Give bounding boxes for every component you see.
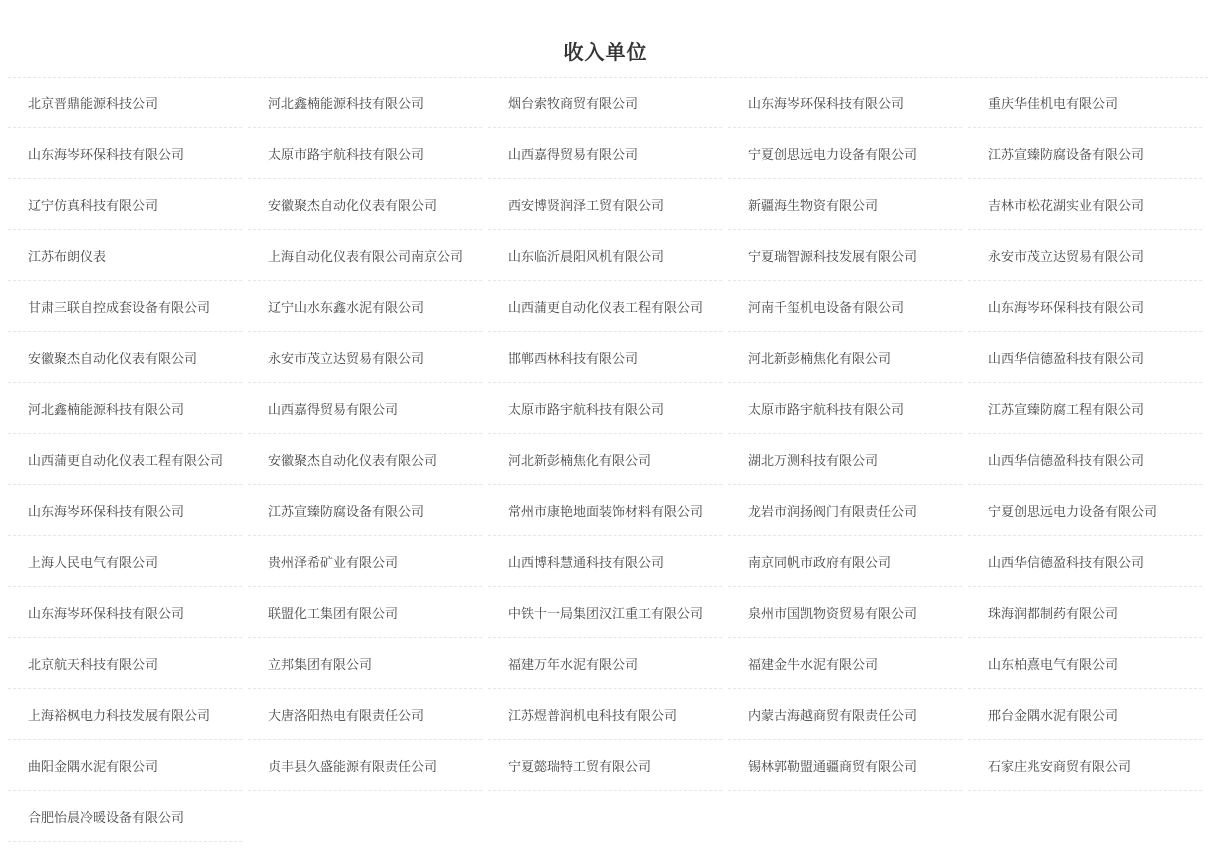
unit-link[interactable]: 江苏宣臻防腐工程有限公司 [968, 383, 1208, 434]
unit-link[interactable]: 联盟化工集团有限公司 [248, 587, 488, 638]
unit-link[interactable]: 山西嘉得贸易有限公司 [248, 383, 488, 434]
unit-link[interactable]: 山西华信德盈科技有限公司 [968, 332, 1208, 383]
unit-link[interactable]: 江苏煜普润机电科技有限公司 [488, 689, 728, 740]
unit-link[interactable]: 福建金牛水泥有限公司 [728, 638, 968, 689]
unit-link[interactable]: 太原市路宇航科技有限公司 [728, 383, 968, 434]
unit-link[interactable]: 泉州市国凯物资贸易有限公司 [728, 587, 968, 638]
unit-link[interactable]: 宁夏懿瑞特工贸有限公司 [488, 740, 728, 791]
unit-link[interactable]: 山西蒲更自动化仪表工程有限公司 [8, 434, 248, 485]
unit-link[interactable]: 江苏宣臻防腐设备有限公司 [248, 485, 488, 536]
units-grid [8, 77, 1208, 842]
unit-link[interactable]: 山西博科慧通科技有限公司 [488, 536, 728, 587]
unit-link[interactable]: 重庆华佳机电有限公司 [968, 77, 1208, 128]
unit-link[interactable]: 新疆海生物资有限公司 [728, 179, 968, 230]
unit-link[interactable]: 大唐洛阳热电有限责任公司 [248, 689, 488, 740]
unit-link[interactable]: 太原市路宇航科技有限公司 [488, 383, 728, 434]
unit-link[interactable]: 合肥怡晨冷暖设备有限公司 [8, 791, 248, 842]
unit-link[interactable]: 龙岩市润扬阀门有限责任公司 [728, 485, 968, 536]
unit-link[interactable]: 山东临沂晨阳风机有限公司 [488, 230, 728, 281]
unit-link[interactable]: 珠海润都制药有限公司 [968, 587, 1208, 638]
unit-link[interactable]: 贞丰县久盛能源有限责任公司 [248, 740, 488, 791]
unit-link[interactable]: 上海人民电气有限公司 [8, 536, 248, 587]
unit-link[interactable]: 中铁十一局集团汉江重工有限公司 [488, 587, 728, 638]
unit-link[interactable]: 山西蒲更自动化仪表工程有限公司 [488, 281, 728, 332]
unit-link[interactable]: 永安市茂立达贸易有限公司 [248, 332, 488, 383]
page-title: 收入单位 [563, 42, 648, 64]
unit-link[interactable]: 锡林郭勒盟通疆商贸有限公司 [728, 740, 968, 791]
unit-link[interactable]: 辽宁仿真科技有限公司 [8, 179, 248, 230]
unit-link[interactable]: 立邦集团有限公司 [248, 638, 488, 689]
unit-link[interactable]: 河北鑫楠能源科技有限公司 [8, 383, 248, 434]
unit-link[interactable]: 山东海岑环保科技有限公司 [728, 77, 968, 128]
unit-link[interactable]: 山西华信德盈科技有限公司 [968, 536, 1208, 587]
unit-link[interactable]: 贵州泽希矿业有限公司 [248, 536, 488, 587]
unit-link[interactable]: 内蒙古海越商贸有限责任公司 [728, 689, 968, 740]
unit-link[interactable]: 吉林市松花湖实业有限公司 [968, 179, 1208, 230]
unit-link[interactable]: 太原市路宇航科技有限公司 [248, 128, 488, 179]
unit-link[interactable]: 上海自动化仪表有限公司南京公司 [248, 230, 488, 281]
unit-link[interactable]: 曲阳金隅水泥有限公司 [8, 740, 248, 791]
unit-link[interactable]: 上海裕枫电力科技发展有限公司 [8, 689, 248, 740]
unit-link[interactable]: 河北新彭楠焦化有限公司 [488, 434, 728, 485]
unit-link[interactable]: 常州市康艳地面装饰材料有限公司 [488, 485, 728, 536]
unit-link[interactable]: 永安市茂立达贸易有限公司 [968, 230, 1208, 281]
unit-link[interactable]: 安徽聚杰自动化仪表有限公司 [248, 434, 488, 485]
unit-link[interactable]: 山西嘉得贸易有限公司 [488, 128, 728, 179]
unit-link[interactable]: 烟台索牧商贸有限公司 [488, 77, 728, 128]
unit-link[interactable]: 河南千玺机电设备有限公司 [728, 281, 968, 332]
unit-link[interactable]: 北京晋鼎能源科技公司 [8, 77, 248, 128]
unit-link[interactable]: 安徽聚杰自动化仪表有限公司 [248, 179, 488, 230]
unit-link[interactable]: 甘肃三联自控成套设备有限公司 [8, 281, 248, 332]
unit-link[interactable]: 山东海岑环保科技有限公司 [8, 587, 248, 638]
unit-link[interactable]: 北京航天科技有限公司 [8, 638, 248, 689]
unit-link[interactable]: 福建万年水泥有限公司 [488, 638, 728, 689]
unit-link[interactable]: 河北鑫楠能源科技有限公司 [248, 77, 488, 128]
unit-link[interactable]: 南京同帆市政府有限公司 [728, 536, 968, 587]
unit-link[interactable]: 辽宁山水东鑫水泥有限公司 [248, 281, 488, 332]
unit-link[interactable]: 江苏宣臻防腐设备有限公司 [968, 128, 1208, 179]
unit-link[interactable]: 西安博贤润泽工贸有限公司 [488, 179, 728, 230]
unit-link[interactable]: 宁夏创思远电力设备有限公司 [728, 128, 968, 179]
unit-link[interactable]: 山东海岑环保科技有限公司 [8, 485, 248, 536]
unit-link[interactable]: 宁夏瑞智源科技发展有限公司 [728, 230, 968, 281]
unit-link[interactable]: 安徽聚杰自动化仪表有限公司 [8, 332, 248, 383]
unit-link[interactable]: 宁夏创思远电力设备有限公司 [968, 485, 1208, 536]
unit-link[interactable]: 江苏布朗仪表 [8, 230, 248, 281]
unit-link[interactable]: 山东柏熹电气有限公司 [968, 638, 1208, 689]
unit-link[interactable]: 山西华信德盈科技有限公司 [968, 434, 1208, 485]
unit-link[interactable]: 河北新彭楠焦化有限公司 [728, 332, 968, 383]
unit-link[interactable]: 山东海岑环保科技有限公司 [8, 128, 248, 179]
unit-link[interactable]: 山东海岑环保科技有限公司 [968, 281, 1208, 332]
unit-link[interactable]: 邯郸西林科技有限公司 [488, 332, 728, 383]
unit-link[interactable]: 石家庄兆安商贸有限公司 [968, 740, 1208, 791]
unit-link[interactable]: 邢台金隅水泥有限公司 [968, 689, 1208, 740]
unit-link[interactable]: 湖北万测科技有限公司 [728, 434, 968, 485]
